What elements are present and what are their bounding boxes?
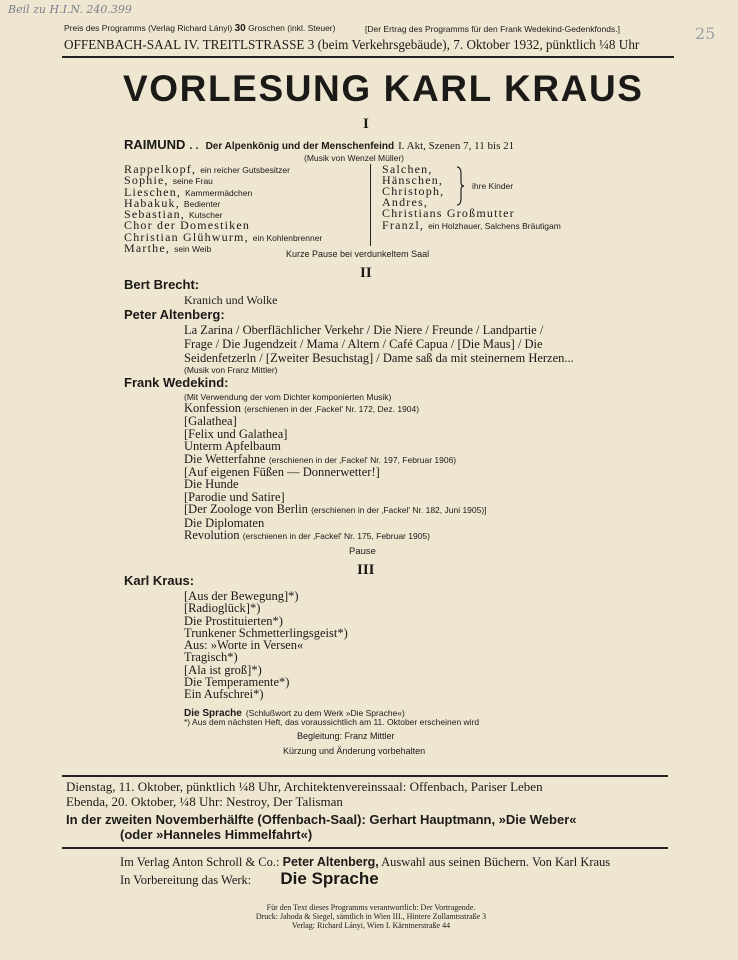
work-item: Die Diplomaten: [184, 515, 265, 530]
venue-line: OFFENBACH-SAAL IV. TREITLSTRASSE 3 (beim Verkehrsgebäude), 7. Oktober 1932, pünktlich ¼8 Uhr: [64, 37, 640, 52]
music-credit-altenberg: (Musik von Franz Mittler): [184, 365, 278, 375]
section-numeral-3: III: [357, 562, 375, 578]
work-item: Ein Aufschrei*): [184, 687, 264, 702]
announcements-rule-top: [62, 775, 668, 777]
cast-item: Christoph,: [382, 184, 445, 198]
cast-item: Sebastian, Kutscher: [124, 207, 223, 222]
announcement-1: Dienstag, 11. Oktober, pünktlich ¼8 Uhr, Architektenvereinssaal: Offenbach, Pariser Leben: [66, 779, 543, 794]
announcement-3: In der zweiten Novemberhälfte (Offenbach-Saal): Gerhart Hauptmann, »Die Weber«: [66, 812, 577, 827]
work-item: Aus: »Worte in Versen«: [184, 638, 304, 653]
cast-item: Hänschen,: [382, 173, 444, 187]
work-item: [Aus der Bewegung]*): [184, 589, 299, 603]
publisher-author: Peter Altenberg,: [282, 855, 379, 869]
work-item: Die Temperamente*): [184, 675, 290, 690]
wedekind-works: [184, 402, 487, 542]
work-item: Unterm Apfelbaum: [184, 439, 281, 454]
pencil-annotation: Beil zu H.I.N. 240.399: [8, 3, 132, 16]
raimund-heading: [124, 136, 514, 154]
work-item: [Ala ist groß]*): [184, 662, 262, 677]
pause-short: Kurze Pause bei verdunkeltem Saal: [286, 249, 430, 259]
cast-item: Lieschen, Kammermädchen: [124, 184, 253, 199]
altenberg-works: [184, 323, 574, 365]
author-wedekind: Frank Wedekind:: [124, 375, 229, 390]
work-item: Konfession (erschienen in der ‚Fackel' Nr. 172, Dez. 1904): [184, 401, 420, 415]
cast-item: Salchen,: [382, 162, 433, 176]
author-altenberg: Peter Altenberg:: [124, 307, 225, 322]
cast-item: Habakuk, Bedienter: [124, 195, 221, 210]
kraus-works: [184, 590, 348, 701]
cast-item: Chor der Domestiken: [124, 218, 251, 233]
work-item: Tragisch*): [184, 650, 238, 665]
work-title-raimund: Der Alpenkönig und der Menschenfeind: [205, 141, 395, 152]
price-amount: 30: [234, 23, 246, 34]
proceeds-note: [Der Ertrag des Programms für den Frank Wedekind-Gedenkfonds.]: [365, 24, 620, 34]
header-rule: [62, 56, 674, 58]
cast-item: Franzl, ein Holzhauer, Salchens Bräutigam: [382, 218, 561, 232]
work-item: Revolution (erschienen in der ‚Fackel' Nr. 175, Februar 1905): [184, 528, 430, 543]
work-item: [Der Zoologe von Berlin (erschienen in der ‚Fackel' Nr. 182, Juni 1905)]: [184, 502, 487, 517]
children-label: ihre Kinder: [472, 181, 514, 191]
cast-item: Sophie, seine Frau: [124, 173, 213, 188]
wedekind-music-note: (Mit Verwendung der vom Dichter komponierten Musik): [184, 392, 392, 402]
page-title: VORLESUNG KARL KRAUS: [123, 68, 644, 109]
cast-item: Rappelkopf, ein reicher Gutsbesitzer: [124, 162, 290, 176]
cast-item: Christians Großmutter: [382, 206, 515, 220]
announcement-2: Ebenda, 20. Oktober, ¼8 Uhr: Nestroy, Der Talisman: [66, 794, 343, 809]
sprache-title: Die Sprache: [184, 708, 242, 719]
works-line: La Zarina / Oberflächlicher Verkehr / Die Niere / Freunde / Landpartie /: [184, 323, 544, 337]
imprint-line: Verlag: Richard Lányi, Wien I. Kärntnerstraße 44: [291, 921, 451, 930]
sprache-note: (Schlußwort zu dem Werk »Die Sprache«): [245, 708, 405, 718]
forthcoming-prefix: In Vorbereitung das Werk:: [120, 873, 252, 887]
cast-item: Christian Glühwurm, ein Kohlenbrenner: [124, 229, 323, 244]
cast-item: Andres,: [382, 195, 429, 209]
music-credit-raimund: (Musik von Wenzel Müller): [304, 153, 404, 163]
publisher-line-1: [120, 855, 610, 870]
imprint-line: Für den Text dieses Programms verantwortlich: Der Vortragende.: [266, 903, 476, 912]
author-brecht: Bert Brecht:: [124, 277, 200, 292]
children-brace: [455, 166, 465, 206]
work-brecht: Kranich und Wolke: [184, 293, 278, 307]
footnote: *) Aus dem nächsten Heft, das voraussichtlich am 11. Oktober erscheinen wird: [184, 717, 480, 727]
work-item: Trunkener Schmetterlingsgeist*): [184, 625, 348, 640]
imprint-line: Druck: Jahoda & Siegel, sämtlich in Wien III., Hintere Zollamtsstraße 3: [255, 912, 487, 921]
work-item: [Galathea]: [184, 414, 237, 429]
section-numeral-1: I: [363, 116, 369, 132]
cast-item: Marthe, sein Weib: [124, 241, 212, 256]
author-kraus: Karl Kraus:: [124, 573, 195, 588]
imprint: [240, 903, 502, 930]
leader-dots: . .: [189, 140, 199, 152]
work-item: Die Wetterfahne (erschienen in der ‚Fackel' Nr. 197, Februar 1906): [184, 451, 457, 466]
cuts-note: Kürzung und Änderung vorbehalten: [283, 746, 426, 756]
forthcoming-title: Die Sprache: [280, 869, 379, 888]
works-line: Seidenfetzerln / [Zweiter Besuchstag] / Dame saß da mit steinernem Herzen...: [184, 351, 574, 365]
pencil-page-number: 25: [695, 24, 716, 43]
cast-list-right: [382, 164, 561, 232]
work-item: [Radioglück]*): [184, 601, 261, 616]
publisher-prefix: Im Verlag Anton Schroll & Co.:: [120, 855, 280, 869]
work-item: Die Prostituierten*): [184, 613, 283, 628]
works-line: Frage / Die Jugendzeit / Mama / Altern / Café Capua / [Die Maus] / Die: [184, 337, 543, 351]
pause: Pause: [349, 546, 376, 557]
section-numeral-2: II: [360, 265, 372, 281]
price-line: [64, 23, 335, 34]
publisher-line-2: [120, 869, 379, 889]
price-suffix: Groschen (inkl. Steuer): [248, 23, 336, 33]
work-item: [Felix und Galathea]: [184, 426, 288, 441]
work-item: Die Hunde: [184, 477, 239, 492]
price-prefix: Preis des Programms (Verlag Richard Lányi): [64, 23, 233, 33]
publisher-suffix: Auswahl aus seinen Büchern. Von Karl Kraus: [381, 855, 611, 869]
announcement-4: (oder »Hanneles Himmelfahrt«): [120, 827, 313, 842]
cast-list-left: [124, 164, 322, 254]
work-item: [Parodie und Satire]: [184, 489, 285, 504]
accompaniment: Begleitung: Franz Mittler: [297, 731, 395, 741]
announcements-rule-bottom: [62, 847, 668, 849]
cast-divider: [370, 164, 371, 246]
author-raimund: RAIMUND: [124, 137, 186, 152]
work-item: [Auf eigenen Füßen — Donnerwetter!]: [184, 465, 380, 480]
act-scenes: I. Akt, Szenen 7, 11 bis 21: [398, 140, 515, 152]
